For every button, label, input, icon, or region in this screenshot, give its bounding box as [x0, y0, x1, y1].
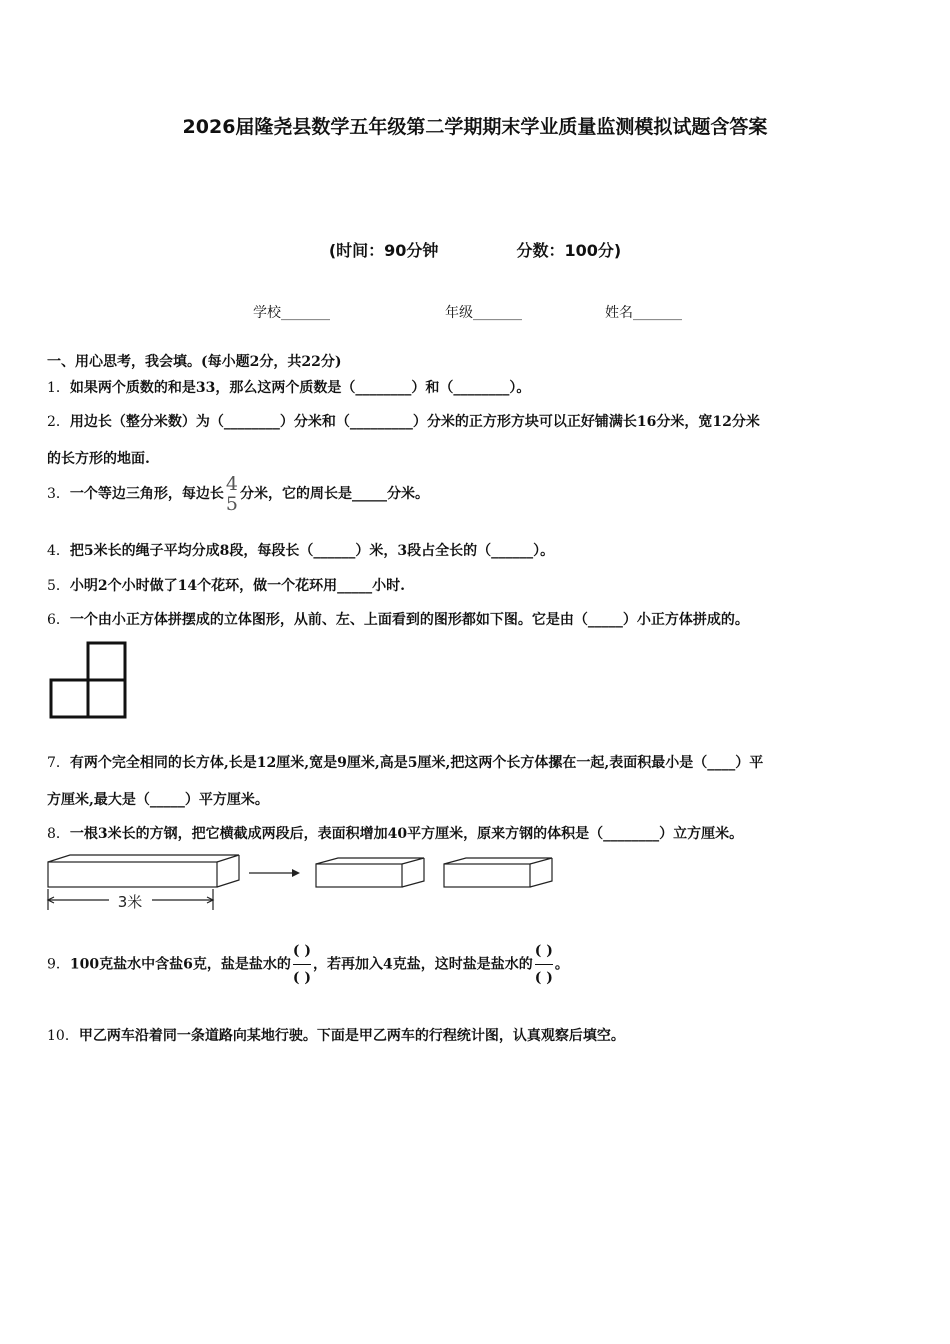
question-text-middle: ，若再加入4克盐，这时盐是盐水的	[313, 956, 533, 973]
cube-view-figure	[48, 640, 130, 720]
arrow-head-icon	[292, 869, 300, 877]
school-field[interactable]: 学校_______	[253, 305, 330, 321]
question-10	[47, 1025, 625, 1045]
exam-score: 分数：100分)	[516, 241, 622, 260]
fraction-denominator-blank[interactable]: ( )	[535, 964, 553, 991]
fraction-numerator-blank[interactable]: ( )	[534, 943, 553, 959]
question-text: 如果两个质数的和是33，那么这两个质数是（________）和（________）。	[69, 380, 531, 396]
question-9	[47, 938, 569, 991]
length-label: 3米	[117, 893, 143, 911]
name-field[interactable]: 姓名_______	[605, 305, 682, 321]
question-number: 5．	[47, 578, 70, 594]
question-number: 10．	[47, 1028, 79, 1044]
long-bar-outline	[48, 855, 239, 887]
fraction	[226, 474, 238, 514]
question-text-end: 分米，它的周长是_____分米。	[240, 486, 430, 502]
question-text: 甲乙两车沿着同一条道路向某地行驶。下面是甲乙两车的行程统计图，认真观察后填空。	[78, 1028, 625, 1044]
question-text: 一个由小正方体拼摆成的立体图形，从前、左、上面看到的图形都如下图。它是由（_____）小正方体拼成的。	[69, 612, 749, 628]
question-8	[47, 823, 743, 843]
question-3	[47, 474, 429, 514]
section-heading: 一、用心思考，我会填。(每小题2分，共22分)	[47, 354, 342, 370]
fraction-numerator: 4	[225, 473, 239, 495]
question-text: 一根3米长的方钢，把它横截成两段后，表面积增加40平方厘米，原来方钢的体积是（________）立方厘米。	[69, 826, 744, 842]
question-number: 1．	[47, 380, 70, 396]
question-number: 9．	[47, 956, 70, 973]
fraction-denominator-blank[interactable]: ( )	[293, 964, 311, 991]
exam-time: (时间：90分钟	[328, 241, 439, 260]
question-text: 有两个完全相同的长方体,长是12厘米,宽是9厘米,高是5厘米,把这两个长方体摞在一起,表面积最小是（____）平	[69, 755, 764, 771]
question-number: 3．	[47, 486, 70, 502]
question-number: 7．	[47, 755, 70, 771]
question-text: 一个等边三角形，每边长	[69, 486, 224, 502]
exam-info	[0, 238, 950, 261]
fraction-blank-1	[293, 938, 311, 991]
question-5	[47, 575, 405, 595]
grade-field[interactable]: 年级_______	[445, 305, 522, 321]
bottom-left-square	[51, 680, 88, 717]
fraction-numerator-blank[interactable]: ( )	[292, 943, 312, 959]
bottom-right-square	[88, 680, 125, 717]
question-text: 小明2个小时做了14个花环，做一个花环用_____小时.	[69, 578, 406, 594]
question-text: 用边长（整分米数）为（________）分米和（_________）分米的正方形方块可以正好铺满长16分米，宽12分米	[69, 414, 760, 430]
question-7	[47, 752, 763, 772]
question-number: 8．	[47, 826, 70, 842]
question-2	[47, 411, 760, 431]
question-2-continued: 的长方形的地面.	[47, 451, 150, 467]
fraction-blank-2	[535, 938, 553, 991]
top-square	[88, 643, 125, 680]
question-number: 2．	[47, 414, 70, 430]
steel-bar-figure	[44, 852, 558, 918]
question-text: 100克盐水中含盐6克，盐是盐水的	[69, 956, 291, 973]
question-4	[47, 540, 554, 560]
question-text-end: 。	[554, 956, 569, 973]
question-text: 把5米长的绳子平均分成8段，每段长（______）米，3段占全长的（______）。	[69, 543, 555, 559]
question-1	[47, 377, 530, 397]
fraction-denominator: 5	[225, 493, 239, 515]
question-number: 4．	[47, 543, 70, 559]
short-bar-2-outline	[444, 858, 552, 887]
question-number: 6．	[47, 612, 70, 628]
document-title: 2026届隆尧县数学五年级第二学期期末学业质量监测模拟试题含答案	[182, 116, 768, 138]
question-6	[47, 609, 749, 629]
short-bar-1-outline	[316, 858, 424, 887]
question-7-continued: 方厘米,最大是（_____）平方厘米。	[47, 792, 269, 808]
